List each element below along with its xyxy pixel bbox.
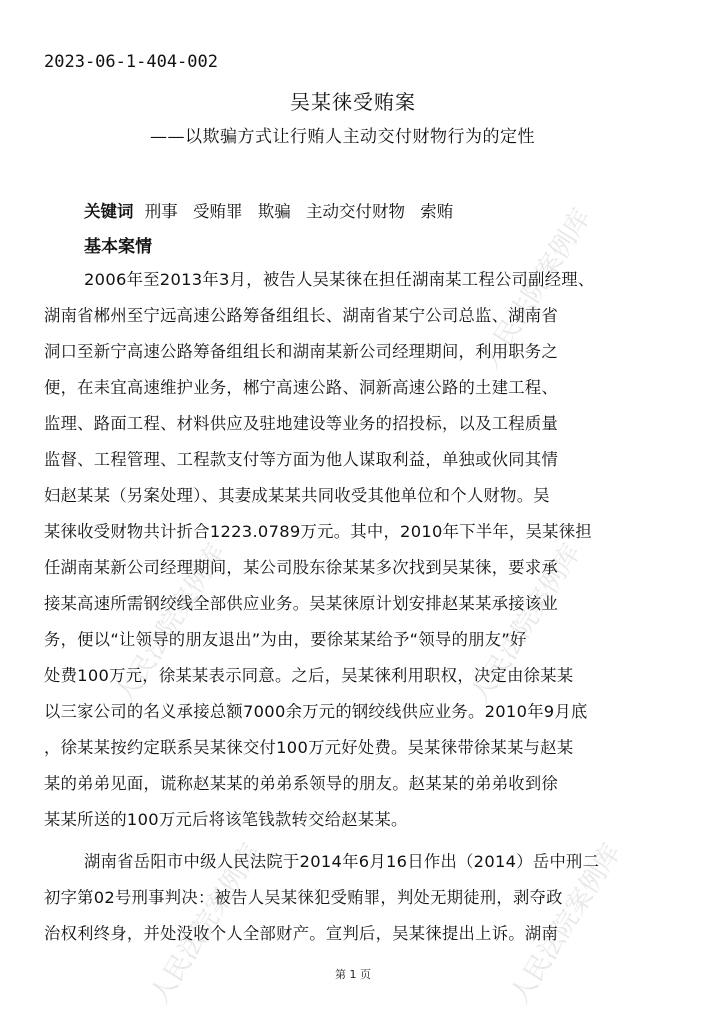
body-line: 以三家公司的名义承接总额7000余万元的钢绞线供应业务。2010年9月底 — [44, 702, 588, 721]
body-line: 任湖南某新公司经理期间，某公司股东徐某某多次找到吴某徕，要求承 — [44, 558, 559, 577]
section-title: 基本案情 — [84, 237, 152, 257]
document-subtitle: ——以欺骗方式让行贿人主动交付财物行为的定性 — [150, 127, 535, 147]
body-line: 某徕收受财物共计折合1223.0789万元。其中，2010年下半年，吴某徕担 — [44, 522, 592, 541]
keyword: 索贿 — [420, 202, 454, 221]
keyword: 受贿罪 — [193, 202, 243, 221]
watermark: 人民法院案例库 — [465, 538, 587, 710]
body-line: 便，在耒宜高速维护业务，郴宁高速公路、洞新高速公路的土建工程、 — [44, 378, 559, 397]
body-line: 初字第02号刑事判决：被告人吴某徕犯受贿罪，判处无期徒刑，剥夺政 — [44, 888, 563, 907]
body-line: 湖南省岳阳市中级人民法院于2014年6月16日作出（2014）岳中刑二 — [84, 852, 600, 871]
watermark: 人民法院案例库 — [475, 203, 597, 375]
body-line: 务，便以“让领导的朋友退出”为由，要徐某某给予“领导的朋友”好 — [44, 630, 527, 649]
body-line: 某某所送的100万元后将该笔钱款转交给赵某某。 — [44, 810, 408, 829]
body-line: 妇赵某某（另案处理）、其妻成某某共同收受其他单位和个人财物。吴 — [44, 486, 550, 505]
body-line: ，徐某某按约定联系吴某徕交付100万元好处费。吴某徕带徐某某与赵某 — [44, 738, 574, 757]
document-title: 吴某徕受贿案 — [290, 90, 416, 114]
watermark: 人民法院案例库 — [145, 838, 267, 1010]
keyword: 刑事 — [144, 202, 178, 221]
body-line: 监理、路面工程、材料供应及驻地建设等业务的招投标，以及工程质量 — [44, 414, 559, 433]
watermark: 人民法院案例库 — [505, 838, 627, 1010]
body-line: 监督、工程管理、工程款支付等方面为他人谋取利益，单独或伙同其情 — [44, 450, 559, 469]
keyword: 主动交付财物 — [306, 202, 405, 221]
page-number: 第 1 页 — [335, 968, 371, 981]
keyword: 欺骗 — [257, 202, 291, 221]
body-line: 洞口至新宁高速公路筹备组组长和湖南某新公司经理期间，利用职务之 — [44, 342, 559, 361]
watermark: 人民法院案例库 — [110, 538, 232, 710]
keywords-label: 关键词 — [84, 202, 134, 221]
body-line: 治权利终身，并处没收个人全部财产。宣判后，吴某徕提出上诉。湖南 — [44, 924, 559, 943]
body-line: 湖南省郴州至宁远高速公路筹备组组长、湖南省某宁公司总监、湖南省 — [44, 306, 559, 325]
body-line: 处费100万元，徐某某表示同意。之后，吴某徕利用职权，决定由徐某某 — [44, 666, 574, 685]
case-number: 2023-06-1-404-002 — [44, 52, 218, 72]
body-line: 某的弟弟见面，谎称赵某某的弟弟系领导的朋友。赵某某的弟弟收到徐 — [44, 774, 559, 793]
keywords-row — [84, 198, 463, 222]
body-line: 2006年至2013年3月，被告人吴某徕在担任湖南某工程公司副经理、 — [84, 270, 595, 289]
body-line: 接某高速所需钢绞线全部供应业务。吴某徕原计划安排赵某某承接该业 — [44, 594, 559, 613]
